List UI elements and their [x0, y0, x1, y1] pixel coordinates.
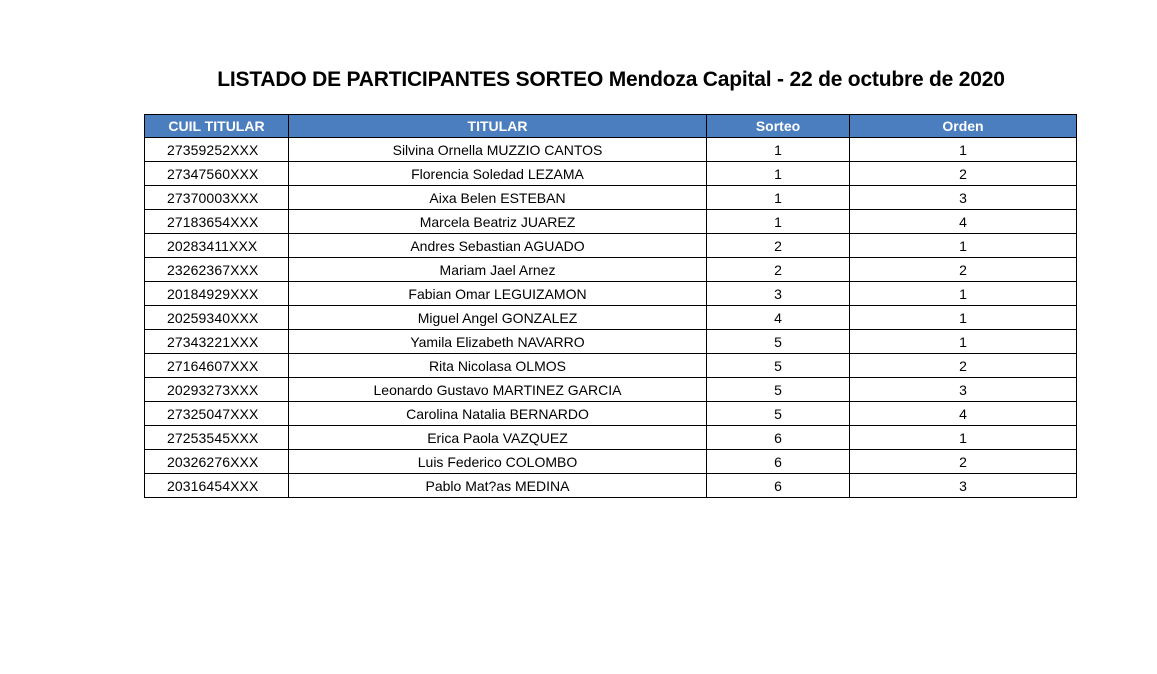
cell-sorteo: 5	[707, 330, 850, 354]
cell-orden: 3	[850, 186, 1077, 210]
cell-sorteo: 6	[707, 450, 850, 474]
cell-cuil: 23262367XXX	[145, 258, 289, 282]
cell-cuil: 27253545XXX	[145, 426, 289, 450]
cell-titular: Miguel Angel GONZALEZ	[289, 306, 707, 330]
cell-orden: 1	[850, 282, 1077, 306]
cell-sorteo: 5	[707, 402, 850, 426]
cell-orden: 2	[850, 162, 1077, 186]
cell-titular: Yamila Elizabeth NAVARRO	[289, 330, 707, 354]
cell-titular: Rita Nicolasa OLMOS	[289, 354, 707, 378]
table-row	[145, 282, 1077, 306]
table-row	[145, 258, 1077, 282]
cell-cuil: 27359252XXX	[145, 138, 289, 162]
cell-sorteo: 3	[707, 282, 850, 306]
cell-orden: 3	[850, 474, 1077, 498]
cell-titular: Luis Federico COLOMBO	[289, 450, 707, 474]
table-row	[145, 186, 1077, 210]
cell-cuil: 27370003XXX	[145, 186, 289, 210]
cell-cuil: 20293273XXX	[145, 378, 289, 402]
table-row	[145, 426, 1077, 450]
cell-cuil: 27325047XXX	[145, 402, 289, 426]
cell-sorteo: 1	[707, 162, 850, 186]
cell-titular: Erica Paola VAZQUEZ	[289, 426, 707, 450]
cell-orden: 2	[850, 258, 1077, 282]
cell-sorteo: 5	[707, 378, 850, 402]
cell-cuil: 20283411XXX	[145, 234, 289, 258]
cell-cuil: 20326276XXX	[145, 450, 289, 474]
cell-cuil: 20184929XXX	[145, 282, 289, 306]
cell-cuil: 27183654XXX	[145, 210, 289, 234]
cell-titular: Andres Sebastian AGUADO	[289, 234, 707, 258]
participants-table	[144, 114, 1077, 498]
cell-titular: Carolina Natalia BERNARDO	[289, 402, 707, 426]
column-header-sorteo: Sorteo	[707, 115, 850, 138]
cell-titular: Fabian Omar LEGUIZAMON	[289, 282, 707, 306]
cell-orden: 4	[850, 402, 1077, 426]
cell-sorteo: 1	[707, 138, 850, 162]
cell-orden: 1	[850, 426, 1077, 450]
table-row	[145, 378, 1077, 402]
cell-titular: Mariam Jael Arnez	[289, 258, 707, 282]
cell-titular: Aixa Belen ESTEBAN	[289, 186, 707, 210]
table-row	[145, 330, 1077, 354]
column-header-orden: Orden	[850, 115, 1077, 138]
table-row	[145, 354, 1077, 378]
header-row	[145, 115, 1077, 138]
cell-orden: 1	[850, 330, 1077, 354]
cell-cuil: 20316454XXX	[145, 474, 289, 498]
table-row	[145, 210, 1077, 234]
cell-sorteo: 5	[707, 354, 850, 378]
cell-orden: 1	[850, 138, 1077, 162]
table-row	[145, 138, 1077, 162]
cell-orden: 3	[850, 378, 1077, 402]
cell-orden: 1	[850, 234, 1077, 258]
cell-sorteo: 6	[707, 474, 850, 498]
table-row	[145, 162, 1077, 186]
cell-sorteo: 1	[707, 210, 850, 234]
cell-titular: Silvina Ornella MUZZIO CANTOS	[289, 138, 707, 162]
cell-orden: 4	[850, 210, 1077, 234]
cell-titular: Marcela Beatriz JUAREZ	[289, 210, 707, 234]
cell-orden: 2	[850, 450, 1077, 474]
table-row	[145, 474, 1077, 498]
cell-sorteo: 6	[707, 426, 850, 450]
cell-sorteo: 1	[707, 186, 850, 210]
cell-sorteo: 4	[707, 306, 850, 330]
cell-orden: 2	[850, 354, 1077, 378]
cell-titular: Florencia Soledad LEZAMA	[289, 162, 707, 186]
cell-cuil: 27343221XXX	[145, 330, 289, 354]
table-header	[145, 115, 1077, 138]
cell-cuil: 20259340XXX	[145, 306, 289, 330]
cell-titular: Leonardo Gustavo MARTINEZ GARCIA	[289, 378, 707, 402]
document-title: LISTADO DE PARTICIPANTES SORTEO Mendoza Capital - 22 de octubre de 2020	[217, 68, 1005, 91]
table-row	[145, 306, 1077, 330]
column-header-cuil-titular: CUIL TITULAR	[145, 115, 289, 138]
table-row	[145, 450, 1077, 474]
table-body	[145, 138, 1077, 498]
column-header-titular: TITULAR	[289, 115, 707, 138]
cell-sorteo: 2	[707, 258, 850, 282]
table-row	[145, 402, 1077, 426]
cell-cuil: 27164607XXX	[145, 354, 289, 378]
cell-cuil: 27347560XXX	[145, 162, 289, 186]
cell-orden: 1	[850, 306, 1077, 330]
table-row	[145, 234, 1077, 258]
cell-titular: Pablo Mat?as MEDINA	[289, 474, 707, 498]
cell-sorteo: 2	[707, 234, 850, 258]
